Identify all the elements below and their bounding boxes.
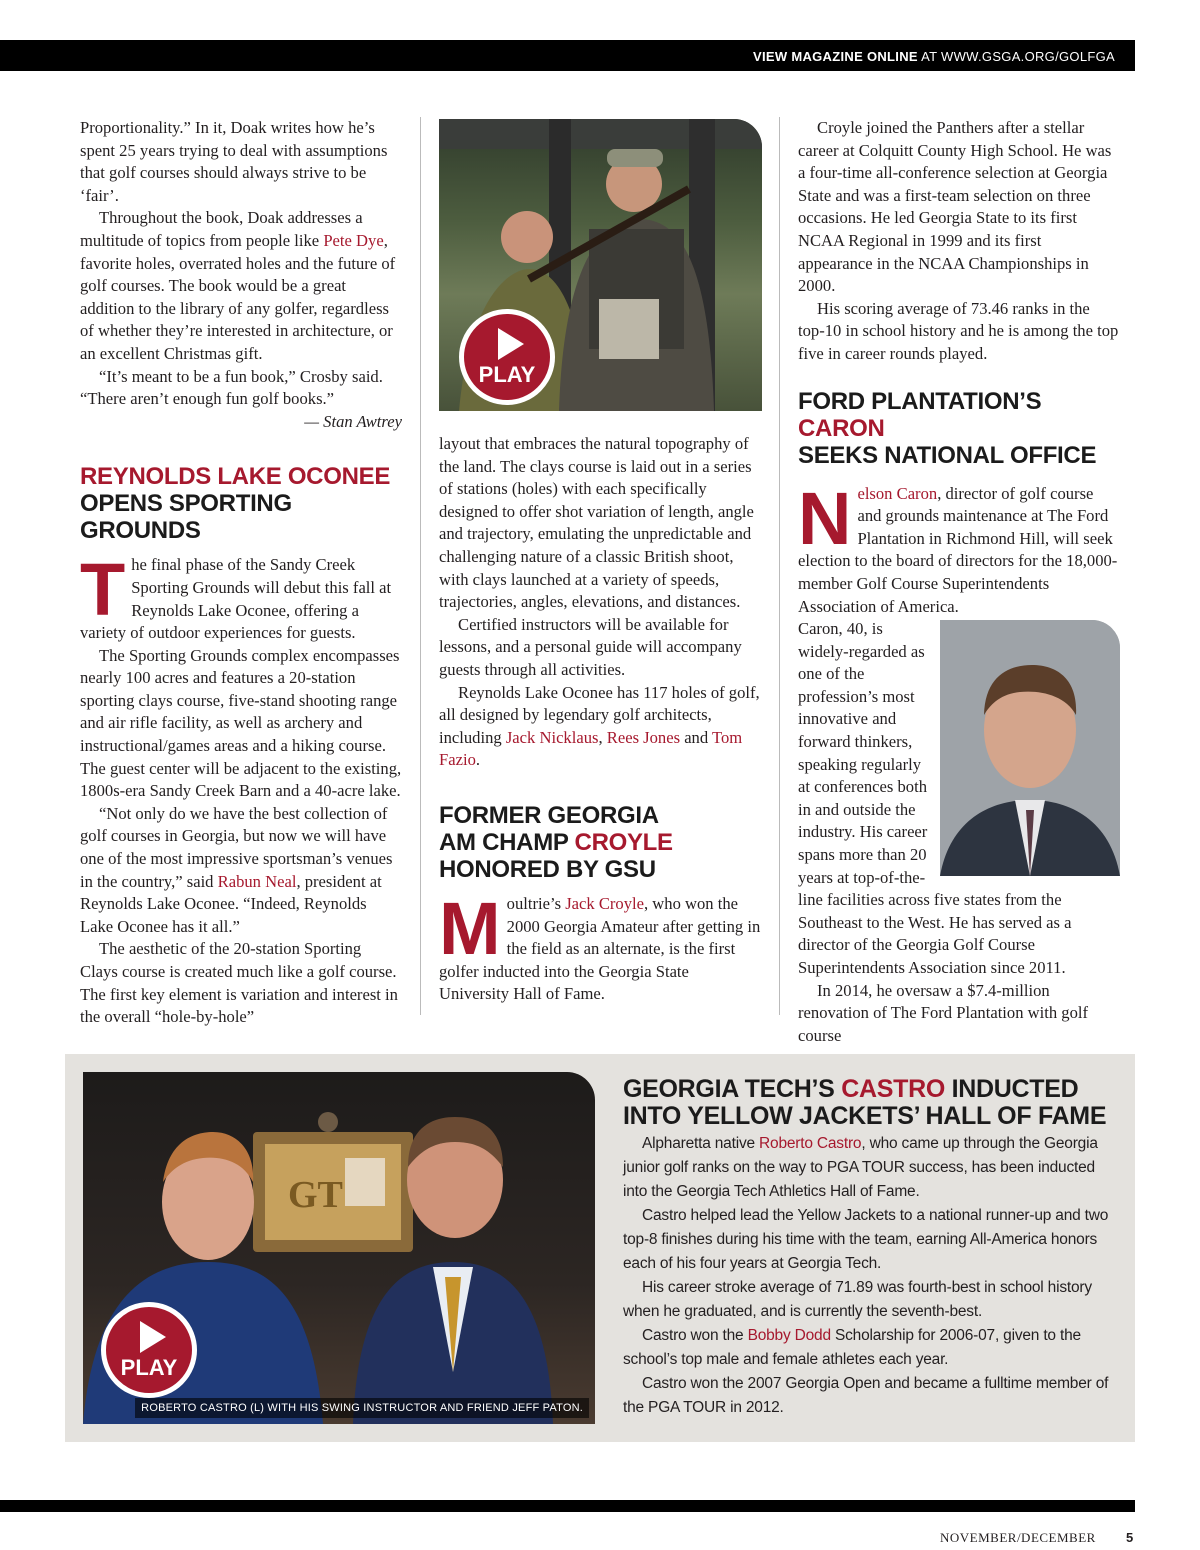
reynolds-paragraph-4: The aesthetic of the 20-station Sporting Clays course is created much like a golf course. The first key element is variation and interest in the overall “hole-by-hole” (80, 939, 398, 1027)
reynolds-headline: REYNOLDS LAKE OCONEE OPENS SPORTING GROUNDS (80, 463, 391, 545)
clays-paragraph-1: layout that embraces the natural topography of the land. The clays course is laid out in a series of stations (holes) with each specifically designed to offer shot variation of length, angle and trajectory, emulating the unpredictable and challenging nature of a classic British shoot, with clays launched at a variety of speeds, trajectories, angles, elevations, and distances. (439, 434, 754, 612)
column-2 (439, 433, 762, 1006)
croyle-paragraph-3: His scoring average of 73.46 ranks in the top-10 in school history and he is among the top five in career rounds played. (798, 298, 1119, 363)
play-video-button[interactable]: PLAY (459, 309, 555, 405)
reynolds-paragraph-3: “Not only do we have the best collection of golf courses in Georgia, but now we will have one of the most impressive sportsman’s venues in the country,” said Rabun Neal, president at Reynolds Lake Oconee. “Indeed, Reynolds Lake Oconee has it all.” (80, 803, 393, 936)
caron-paragraph-3: In 2014, he oversaw a $7.4-million renovation of The Ford Plantation with golf course (798, 980, 1089, 1045)
play-icon (140, 1321, 166, 1353)
dropcap-n: N (798, 476, 852, 560)
castro-paragraph-2: Castro helped lead the Yellow Jackets to a national runner-up and two top-8 finishes during his time with the team, earning All-America honors each of his four years at Georgia Tech. (623, 1207, 1109, 1272)
rees-jones-link[interactable]: Rees Jones (606, 727, 681, 747)
play-icon (498, 328, 524, 360)
roberto-castro-link[interactable]: Roberto Castro (759, 1135, 862, 1152)
castro-paragraph-4: Castro won the Bobby Dodd Scholarship for 2006-07, given to the school’s top male and female athletes each year. (623, 1327, 1081, 1368)
doak-paragraph-1: Proportionality.” In it, Doak writes how he’s spent 25 years trying to deal with assumptions that golf courses should always strive to be ‘fair’. (80, 118, 388, 205)
jack-nicklaus-link[interactable]: Jack Nicklaus (505, 727, 599, 747)
pete-dye-link[interactable]: Pete Dye (323, 230, 384, 250)
croyle-headline: FORMER GEORGIA AM CHAMP CROYLE HONORED BY GSU (439, 801, 673, 883)
column-divider (779, 117, 780, 1015)
column-1 (80, 117, 402, 1029)
play-video-button[interactable]: PLAY (101, 1302, 197, 1398)
svg-text:GT: GT (288, 1174, 343, 1216)
tom-fazio-link[interactable]: Tom Fazio (439, 727, 743, 770)
castro-feature-panel (65, 1054, 1135, 1442)
croyle-paragraph-2: Croyle joined the Panthers after a stellar career at Colquitt County High School. He was a four-time all-conference selection at Georgia State and was a first-team selection on three occasions. He led Georgia State to its first NCAA Regional in 1999 and its first appearance in the NCAA Championships in 2000. (798, 118, 1112, 296)
castro-article (623, 1076, 1123, 1420)
castro-paragraph-1: Alpharetta native Roberto Castro, who came up through the Georgia junior golf ranks on the way to PGA TOUR success, has been inducted into the Georgia Tech Athletics Hall of Fame. (623, 1135, 1098, 1200)
header-bar (0, 40, 1135, 71)
page-number: 5 (1126, 1530, 1134, 1545)
photo-caption: ROBERTO CASTRO (L) WITH HIS SWING INSTRUCTOR AND FRIEND JEFF PATON. (135, 1398, 589, 1418)
rabun-neal-link[interactable]: Rabun Neal (217, 871, 297, 891)
croyle-paragraph-1: oultrie’s Jack Croyle, who won the 2000 Georgia Amateur after getting in the field as an alternate, is the first golfer inducted into the Georgia State University Hall of Fame. (439, 893, 761, 1004)
castro-paragraph-5: Castro won the 2007 Georgia Open and became a fulltime member of the PGA TOUR in 2012. (623, 1375, 1109, 1416)
caron-paragraph-1: elson Caron, director of golf course and grounds maintenance at The Ford Plantation in Richmond Hill, will seek election to the board of directors for the 18,000-member Golf Course Superintendents Association of America. (798, 483, 1118, 616)
clays-shooting-photo (439, 119, 762, 411)
caron-paragraph-2: Caron, 40, is widely-regarded as one of the profession’s most innovative and forward thinkers, speaking regularly at conferences both in and outside the industry. His career spans more than 20 years at top-of-the-line facilities across five states from the Southeast to the West. He has served as a director of the Georgia Golf Course Superintendents Association since 2011. (798, 619, 1072, 977)
nelson-caron-link[interactable]: elson Caron (857, 483, 938, 503)
castro-award-photo (83, 1072, 595, 1424)
bobby-dodd-link[interactable]: Bobby Dodd (747, 1327, 831, 1344)
column-3 (798, 117, 1120, 1047)
reynolds-paragraph-2: The Sporting Grounds complex encompasses nearly 100 acres and features a 20-station sporting clays course, five-stand shooting range and air rifle facility, as well as archery and instructional/games areas and a hiking course. The guest center will be adjacent to the existing, 1800s-era Sandy Creek Barn and a 40-acre lake. (80, 645, 402, 801)
doak-paragraph-3: “It’s meant to be a fun book,” Crosby said. “There aren’t enough fun golf books.” (80, 366, 383, 409)
clays-paragraph-2: Certified instructors will be available for lessons, and a personal guide will accompany guests through all activities. (439, 614, 742, 679)
byline-signature: — Stan Awtrey (304, 411, 402, 431)
castro-headline: GEORGIA TECH’S CASTRO INDUCTED INTO YELLOW JACKETS’ HALL OF FAME (623, 1075, 1107, 1130)
reynolds-paragraph-1: he final phase of the Sandy Creek Sporting Grounds will debut this fall at Reynolds Lake Oconee, offering a variety of outdoor experiences for guests. (80, 555, 392, 643)
column-divider (420, 117, 421, 1015)
doak-paragraph-2: Throughout the book, Doak addresses a multitude of topics from people like Pete Dye, favorite holes, overrated holes and the future of golf courses. The book would be a great addition to the library of any golfer, regardless of whether they’re interested in architecture, or an excellent Christmas gift. (80, 208, 396, 363)
dropcap-t: T (80, 548, 126, 632)
dropcap-m: M (439, 886, 501, 970)
clays-paragraph-3: Reynolds Lake Oconee has 117 holes of golf, all designed by legendary golf architects, including Jack Nicklaus, Rees Jones and Tom Fazio. (439, 682, 760, 770)
caron-headline: FORD PLANTATION’S CARON SEEKS NATIONAL OFFICE (798, 387, 1097, 469)
issue-label: NOVEMBER/DECEMBER (940, 1530, 1096, 1545)
footer-bar (0, 1500, 1135, 1512)
header-label: VIEW MAGAZINE ONLINE (752, 49, 918, 64)
jack-croyle-link[interactable]: Jack Croyle (565, 893, 644, 913)
castro-paragraph-3: His career stroke average of 71.89 was fourth-best in school history when he graduated, and is currently the seventh-best. (623, 1279, 1092, 1320)
header-url[interactable]: AT WWW.GSGA.ORG/GOLFGA (921, 49, 1115, 64)
caron-headshot (940, 620, 1120, 876)
